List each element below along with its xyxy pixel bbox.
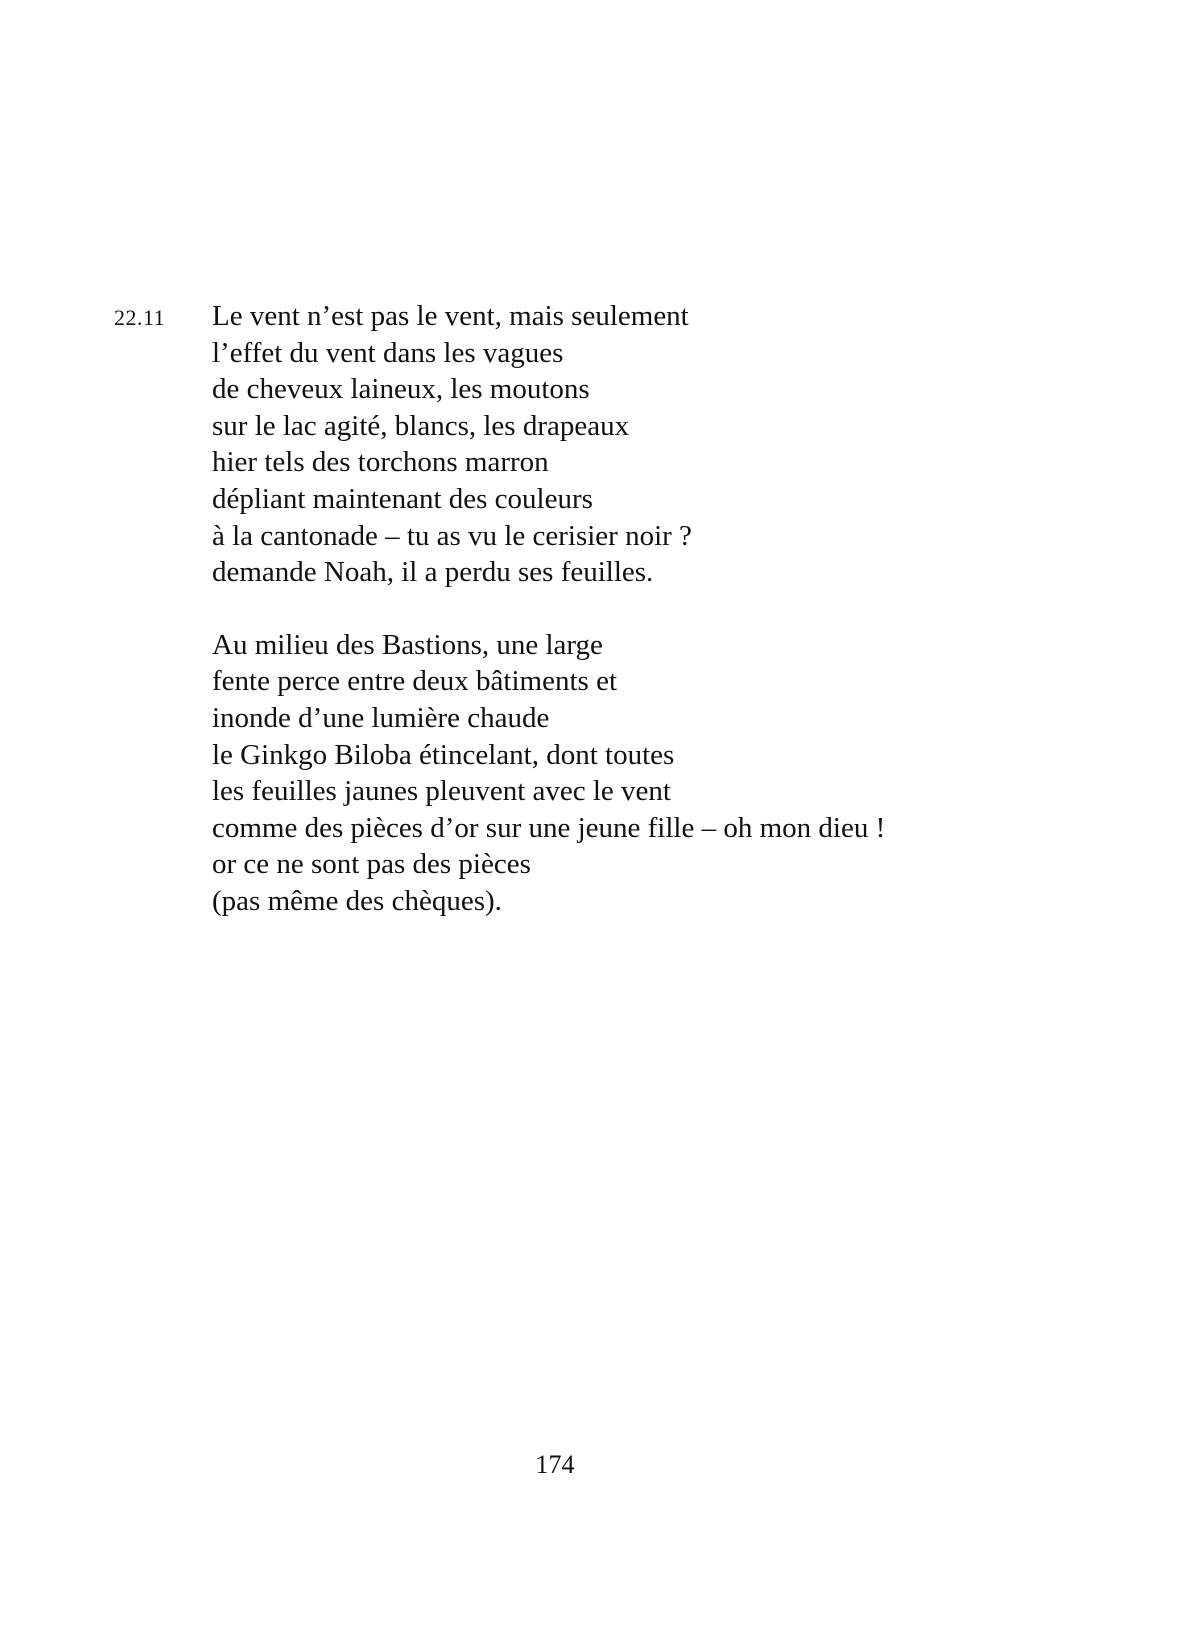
poem-line: or ce ne sont pas des pièces <box>212 848 531 881</box>
poem-line: de cheveux laineux, les moutons <box>212 373 590 406</box>
poem-date: 22.11 <box>114 305 166 330</box>
poem-line: les feuilles jaunes pleuvent avec le vent <box>212 775 671 808</box>
poem-line: (pas même des chèques). <box>212 884 502 917</box>
poem-line: Au milieu des Bastions, une large <box>212 628 603 661</box>
poem-line: dépliant maintenant des couleurs <box>212 482 593 515</box>
stanza-1 <box>212 298 885 591</box>
stanza-2 <box>212 627 885 920</box>
poem-line: l’effet du vent dans les vagues <box>212 336 564 369</box>
poem-line: à la cantonade – tu as vu le cerisier noir ? <box>212 519 692 552</box>
poem-line: hier tels des torchons marron <box>212 446 549 479</box>
poem-body <box>212 298 885 920</box>
poem-line: Le vent n’est pas le vent, mais seulement <box>212 300 689 332</box>
poem-line: demande Noah, il a perdu ses feuilles. <box>212 556 654 589</box>
poem-line: le Ginkgo Biloba étincelant, dont toutes <box>212 738 675 771</box>
poem-line: comme des pièces d’or sur une jeune fille – oh mon dieu ! <box>212 811 886 844</box>
page-number: 174 <box>535 1450 575 1479</box>
poem-line: sur le lac agité, blancs, les drapeaux <box>212 409 630 442</box>
poem-line: inonde d’une lumière chaude <box>212 701 550 734</box>
poem-line: fente perce entre deux bâtiments et <box>212 665 617 698</box>
